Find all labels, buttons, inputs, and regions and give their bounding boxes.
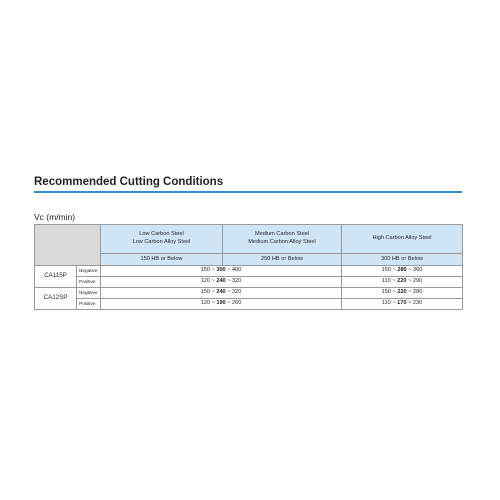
material-header-medium-carbon (223, 225, 342, 254)
range-separator: ~ (406, 300, 413, 307)
speed-max: 230 (412, 300, 423, 307)
material-header-low-carbon (101, 225, 223, 254)
material-name-sub: Low Carbon Alloy Steel (132, 239, 191, 245)
range-separator: ~ (209, 300, 217, 307)
corner-cell (35, 225, 101, 266)
speed-low-medium (101, 277, 342, 288)
speed-min: 150 (200, 267, 210, 274)
speed-max: 280 (413, 289, 423, 296)
range-separator: ~ (209, 267, 217, 274)
range-separator: ~ (390, 267, 398, 274)
insert-type: Negative (77, 266, 101, 277)
speed-min: 110 (381, 300, 391, 307)
range-separator: ~ (225, 267, 233, 274)
table-row (35, 266, 463, 277)
insert-type: Positive (77, 277, 101, 288)
speed-recommended: 170 (397, 300, 407, 307)
cutting-conditions-table (34, 224, 463, 310)
speed-recommended: 300 (216, 267, 226, 274)
table-row (35, 288, 463, 299)
title-underline (34, 191, 462, 193)
grade-label: CA115P (35, 266, 77, 288)
material-header-high-carbon (342, 225, 463, 254)
speed-min: 150 (381, 289, 391, 296)
insert-type: Negative (77, 288, 101, 299)
grade-label: CA12SP (35, 288, 77, 310)
speed-min: 120 (200, 300, 210, 307)
range-separator: ~ (209, 289, 217, 296)
speed-max: 260 (232, 300, 242, 307)
range-separator: ~ (209, 278, 217, 285)
speed-high-carbon (342, 288, 463, 299)
material-name: High Carbon Alloy Steel (372, 235, 432, 242)
table-row (35, 299, 463, 310)
range-separator: ~ (390, 278, 398, 285)
speed-high-carbon (342, 299, 463, 310)
speed-max: 400 (232, 267, 242, 274)
table-row (35, 277, 463, 288)
speed-recommended: 280 (397, 267, 407, 274)
section-title: Recommended Cutting Conditions (34, 176, 224, 188)
range-separator: ~ (406, 289, 414, 296)
range-separator: ~ (406, 267, 414, 274)
material-name: Medium Carbon Steel (254, 231, 310, 238)
speed-max: 360 (413, 267, 423, 274)
range-separator: ~ (225, 300, 233, 307)
speed-recommended: 190 (216, 300, 226, 307)
speed-max: 320 (232, 278, 242, 285)
speed-max: 290 (412, 278, 423, 285)
hardness-low-carbon: 150 HB or Below (101, 254, 223, 266)
insert-type: Positive (77, 299, 101, 310)
range-separator: ~ (225, 278, 233, 285)
range-separator: ~ (390, 300, 398, 307)
material-name-sub: Medium Carbon Alloy Steel (248, 239, 316, 245)
range-separator: ~ (406, 278, 413, 285)
speed-low-medium (101, 266, 342, 277)
hardness-medium-carbon: 250 HB or Below (223, 254, 342, 266)
range-separator: ~ (225, 289, 233, 296)
speed-low-medium (101, 299, 342, 310)
speed-max: 320 (232, 289, 242, 296)
speed-recommended: 240 (216, 278, 226, 285)
speed-min: 150 (200, 289, 210, 296)
speed-high-carbon (342, 266, 463, 277)
speed-high-carbon (342, 277, 463, 288)
speed-low-medium (101, 288, 342, 299)
speed-min: 110 (381, 278, 391, 285)
unit-label: Vc (m/min) (34, 212, 76, 222)
range-separator: ~ (390, 289, 398, 296)
speed-recommended: 220 (397, 289, 407, 296)
speed-min: 150 (381, 267, 391, 274)
speed-recommended: 220 (397, 278, 407, 285)
material-name: Low Carbon Steel (139, 231, 184, 238)
hardness-high-carbon: 300 HB or Below (342, 254, 463, 266)
speed-recommended: 240 (216, 289, 226, 296)
speed-min: 120 (200, 278, 210, 285)
